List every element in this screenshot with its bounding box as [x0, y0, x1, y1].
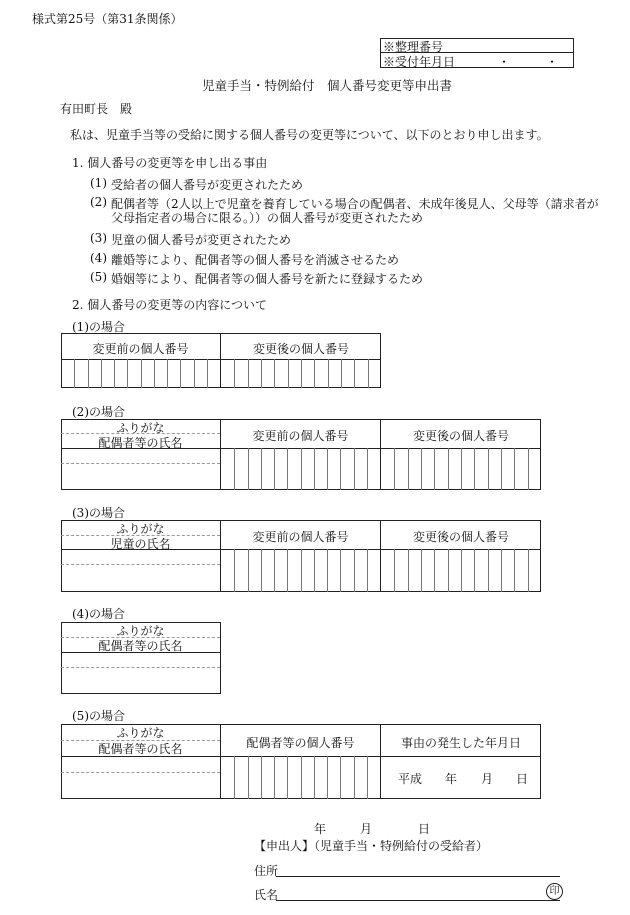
digit-divider — [301, 549, 302, 592]
digit-divider — [301, 359, 302, 388]
case5-day: 日 — [516, 772, 529, 786]
case5-year: 年 — [445, 772, 458, 786]
digit-divider — [248, 448, 249, 490]
document-title: 児童手当・特例給付 個人番号変更等申出書 — [202, 78, 453, 93]
digit-divider — [234, 549, 235, 592]
digit-divider — [274, 359, 275, 388]
digit-divider — [101, 359, 102, 388]
digit-divider — [261, 359, 262, 388]
digit-divider — [261, 549, 262, 592]
applicant-label: 【申出人】（児童手当・特例給付の受給者） — [254, 839, 489, 853]
reason-3-text: 児童の個人番号が変更されたため — [111, 233, 292, 247]
case3-furigana: ふりがな — [116, 522, 165, 536]
digit-divider — [488, 448, 489, 490]
name-line[interactable] — [276, 900, 560, 901]
digit-divider — [448, 448, 449, 490]
name-label: 氏名 — [254, 888, 279, 902]
addressee: 有田町長 殿 — [60, 102, 133, 116]
digit-divider — [154, 359, 155, 388]
footer-day: 日 — [418, 822, 431, 836]
case5-number-header: 配偶者等の個人番号 — [246, 736, 355, 750]
case1-after-header: 変更後の個人番号 — [252, 342, 349, 356]
digit-divider — [314, 359, 315, 388]
reason-4-text: 離婚等により、配偶者等の個人番号を消滅させるため — [111, 253, 400, 267]
case5-name-header: 配偶者等の氏名 — [98, 742, 183, 756]
digit-divider — [354, 448, 355, 490]
digit-divider — [501, 448, 502, 490]
digit-divider — [114, 359, 115, 388]
intro-text: 私は、児童手当等の受給に関する個人番号の変更等について、以下のとおり申し出ます。 — [70, 128, 549, 142]
case2-before-header: 変更前の個人番号 — [252, 429, 349, 443]
case3-after-header: 変更後の個人番号 — [412, 530, 509, 544]
address-line[interactable] — [276, 876, 560, 877]
digit-divider — [408, 448, 409, 490]
digit-divider — [141, 359, 142, 388]
section1-heading: 1. 個人番号の変更等を申し出る事由 — [72, 156, 268, 170]
digit-divider — [408, 549, 409, 592]
seal-mark: 印 — [546, 883, 563, 900]
case1-before-header: 変更前の個人番号 — [92, 342, 189, 356]
digit-divider — [340, 549, 341, 592]
digit-divider — [234, 359, 235, 388]
digit-divider — [421, 549, 422, 592]
digit-divider — [394, 448, 395, 490]
digit-divider — [474, 549, 475, 592]
digit-divider — [367, 756, 368, 799]
case5-furigana: ふりがな — [116, 726, 165, 740]
section2-heading: 2. 個人番号の変更等の内容について — [72, 298, 268, 312]
reason-2-num: (2) — [90, 195, 107, 209]
digit-divider — [314, 448, 315, 490]
digit-divider — [474, 448, 475, 490]
reason-5-text: 婚姻等により、配偶者等の個人番号を新たに登録するため — [111, 272, 424, 286]
address-label: 住所 — [254, 864, 279, 878]
digit-divider — [354, 359, 355, 388]
case2-label: (2)の場合 — [72, 405, 125, 419]
received-date-label: ※受付年月日 — [383, 55, 456, 69]
footer-month: 月 — [360, 822, 373, 836]
case2-name-header: 配偶者等の氏名 — [98, 436, 183, 450]
digit-divider — [248, 359, 249, 388]
digit-divider — [314, 549, 315, 592]
digit-divider — [234, 756, 235, 799]
digit-divider — [528, 448, 529, 490]
digit-divider — [461, 448, 462, 490]
reason-4-num: (4) — [90, 251, 107, 265]
digit-divider — [368, 359, 369, 388]
digit-divider — [207, 359, 208, 388]
reason-2-text: 配偶者等（2人以上で児童を養育している場合の配偶者、未成年後見人、父母等（請求者が — [111, 197, 599, 211]
reason-3-num: (3) — [90, 231, 107, 245]
digit-divider — [327, 756, 328, 799]
digit-divider — [314, 756, 315, 799]
digit-divider — [234, 448, 235, 490]
case4-name-header: 配偶者等の氏名 — [98, 639, 183, 653]
digit-divider — [194, 359, 195, 388]
digit-divider — [248, 756, 249, 799]
digit-divider — [74, 359, 75, 388]
digit-divider — [354, 756, 355, 799]
case5-date-header: 事由の発生した年月日 — [400, 736, 521, 750]
case3-label: (3)の場合 — [72, 506, 125, 520]
digit-divider — [88, 359, 89, 388]
digit-divider — [180, 359, 181, 388]
footer-year: 年 — [314, 822, 327, 836]
digit-divider — [434, 448, 435, 490]
digit-divider — [340, 756, 341, 799]
digit-divider — [287, 549, 288, 592]
digit-divider — [488, 549, 489, 592]
reference-number-label: ※整理番号 — [383, 40, 444, 54]
digit-divider — [528, 549, 529, 592]
digit-divider — [354, 549, 355, 592]
case5-label: (5)の場合 — [72, 709, 125, 723]
case1-label: (1)の場合 — [72, 320, 125, 334]
digit-divider — [301, 448, 302, 490]
digit-divider — [274, 756, 275, 799]
case3-name-header: 児童の氏名 — [110, 537, 171, 551]
case2-furigana: ふりがな — [116, 421, 165, 435]
digit-divider — [261, 756, 262, 799]
digit-divider — [501, 549, 502, 592]
digit-divider — [514, 549, 515, 592]
case3-before-header: 変更前の個人番号 — [252, 530, 349, 544]
digit-divider — [421, 448, 422, 490]
digit-divider — [461, 549, 462, 592]
digit-divider — [167, 359, 168, 388]
reason-2-text-cont: 父母指定者の場合に限る。））の個人番号が変更されたため — [111, 211, 424, 225]
digit-divider — [287, 448, 288, 490]
reason-1-text: 受給者の個人番号が変更されたため — [111, 178, 304, 192]
reason-5-num: (5) — [90, 270, 107, 284]
digit-divider — [367, 549, 368, 592]
case5-month: 月 — [481, 772, 494, 786]
digit-divider — [327, 549, 328, 592]
digit-divider — [327, 448, 328, 490]
case5-era: 平成 — [398, 772, 423, 786]
reason-1-num: (1) — [90, 176, 107, 190]
digit-divider — [288, 359, 289, 388]
case4-furigana: ふりがな — [116, 624, 165, 638]
case2-after-header: 変更後の個人番号 — [412, 429, 509, 443]
digit-divider — [367, 448, 368, 490]
digit-divider — [261, 448, 262, 490]
digit-divider — [328, 359, 329, 388]
digit-divider — [287, 756, 288, 799]
digit-divider — [340, 448, 341, 490]
digit-divider — [434, 549, 435, 592]
digit-divider — [127, 359, 128, 388]
digit-divider — [274, 448, 275, 490]
case4-label: (4)の場合 — [72, 607, 125, 621]
digit-divider — [248, 549, 249, 592]
digit-divider — [274, 549, 275, 592]
digit-divider — [301, 756, 302, 799]
digit-divider — [341, 359, 342, 388]
digit-divider — [394, 549, 395, 592]
received-date-dots: ・ ・ — [498, 55, 559, 69]
digit-divider — [448, 549, 449, 592]
digit-divider — [514, 448, 515, 490]
form-number: 様式第25号（第31条関係） — [32, 12, 183, 26]
